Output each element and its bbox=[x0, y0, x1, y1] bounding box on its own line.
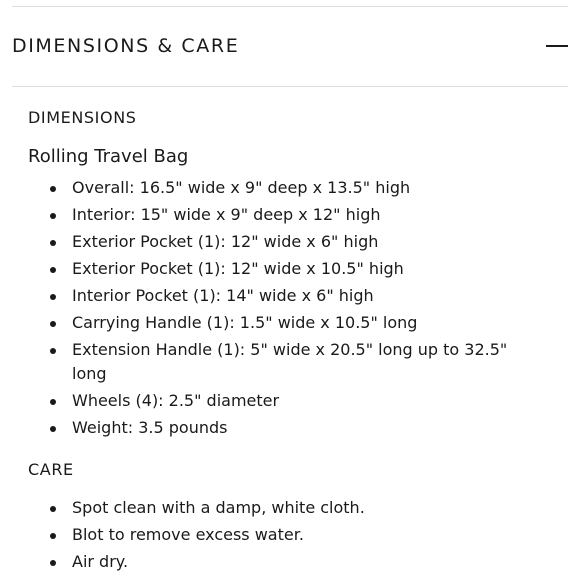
bullet-icon bbox=[50, 506, 56, 512]
list-item-text: Carrying Handle (1): 1.5" wide x 10.5" long bbox=[72, 313, 418, 332]
care-heading: CARE bbox=[28, 460, 74, 479]
bullet-icon bbox=[50, 560, 56, 566]
list-item-text: Extension Handle (1): 5" wide x 20.5" long up to 32.5" long bbox=[72, 340, 508, 383]
care-list bbox=[28, 496, 560, 574]
dimensions-list bbox=[28, 176, 560, 440]
bullet-icon bbox=[50, 321, 56, 327]
list-item-text: Interior: 15" wide x 9" deep x 12" high bbox=[72, 205, 381, 224]
list-item bbox=[28, 230, 512, 254]
list-item-text: Blot to remove excess water. bbox=[72, 525, 304, 544]
bullet-icon bbox=[50, 533, 56, 539]
bullet-icon bbox=[50, 240, 56, 246]
list-item bbox=[28, 311, 512, 335]
list-item-text: Interior Pocket (1): 14" wide x 6" high bbox=[72, 286, 374, 305]
bullet-icon bbox=[50, 348, 56, 354]
bullet-icon bbox=[50, 426, 56, 432]
list-item bbox=[28, 284, 512, 308]
accordion-title: DIMENSIONS & CARE bbox=[12, 35, 240, 57]
dimensions-care-accordion-header[interactable] bbox=[12, 24, 568, 68]
list-item bbox=[28, 523, 512, 547]
list-item-text: Exterior Pocket (1): 12" wide x 10.5" high bbox=[72, 259, 404, 278]
bullet-icon bbox=[50, 294, 56, 300]
list-item bbox=[28, 389, 512, 413]
list-item-text: Exterior Pocket (1): 12" wide x 6" high bbox=[72, 232, 379, 251]
bullet-icon bbox=[50, 267, 56, 273]
list-item bbox=[28, 257, 512, 281]
list-item bbox=[28, 496, 512, 520]
bullet-icon bbox=[50, 213, 56, 219]
list-item-text: Wheels (4): 2.5" diameter bbox=[72, 391, 280, 410]
product-name: Rolling Travel Bag bbox=[28, 146, 189, 167]
list-item bbox=[28, 176, 512, 200]
list-item bbox=[28, 203, 512, 227]
list-item-text: Weight: 3.5 pounds bbox=[72, 418, 228, 437]
minus-icon[interactable] bbox=[546, 45, 568, 47]
header-divider bbox=[12, 86, 568, 87]
top-divider bbox=[12, 6, 568, 7]
bullet-icon bbox=[50, 399, 56, 405]
list-item bbox=[28, 550, 512, 574]
list-item bbox=[28, 416, 512, 440]
list-item bbox=[28, 338, 512, 386]
dimensions-heading: DIMENSIONS bbox=[28, 108, 137, 127]
bullet-icon bbox=[50, 186, 56, 192]
list-item-text: Spot clean with a damp, white cloth. bbox=[72, 498, 365, 517]
list-item-text: Overall: 16.5" wide x 9" deep x 13.5" high bbox=[72, 178, 411, 197]
accordion-content bbox=[28, 106, 560, 577]
list-item-text: Air dry. bbox=[72, 552, 129, 571]
